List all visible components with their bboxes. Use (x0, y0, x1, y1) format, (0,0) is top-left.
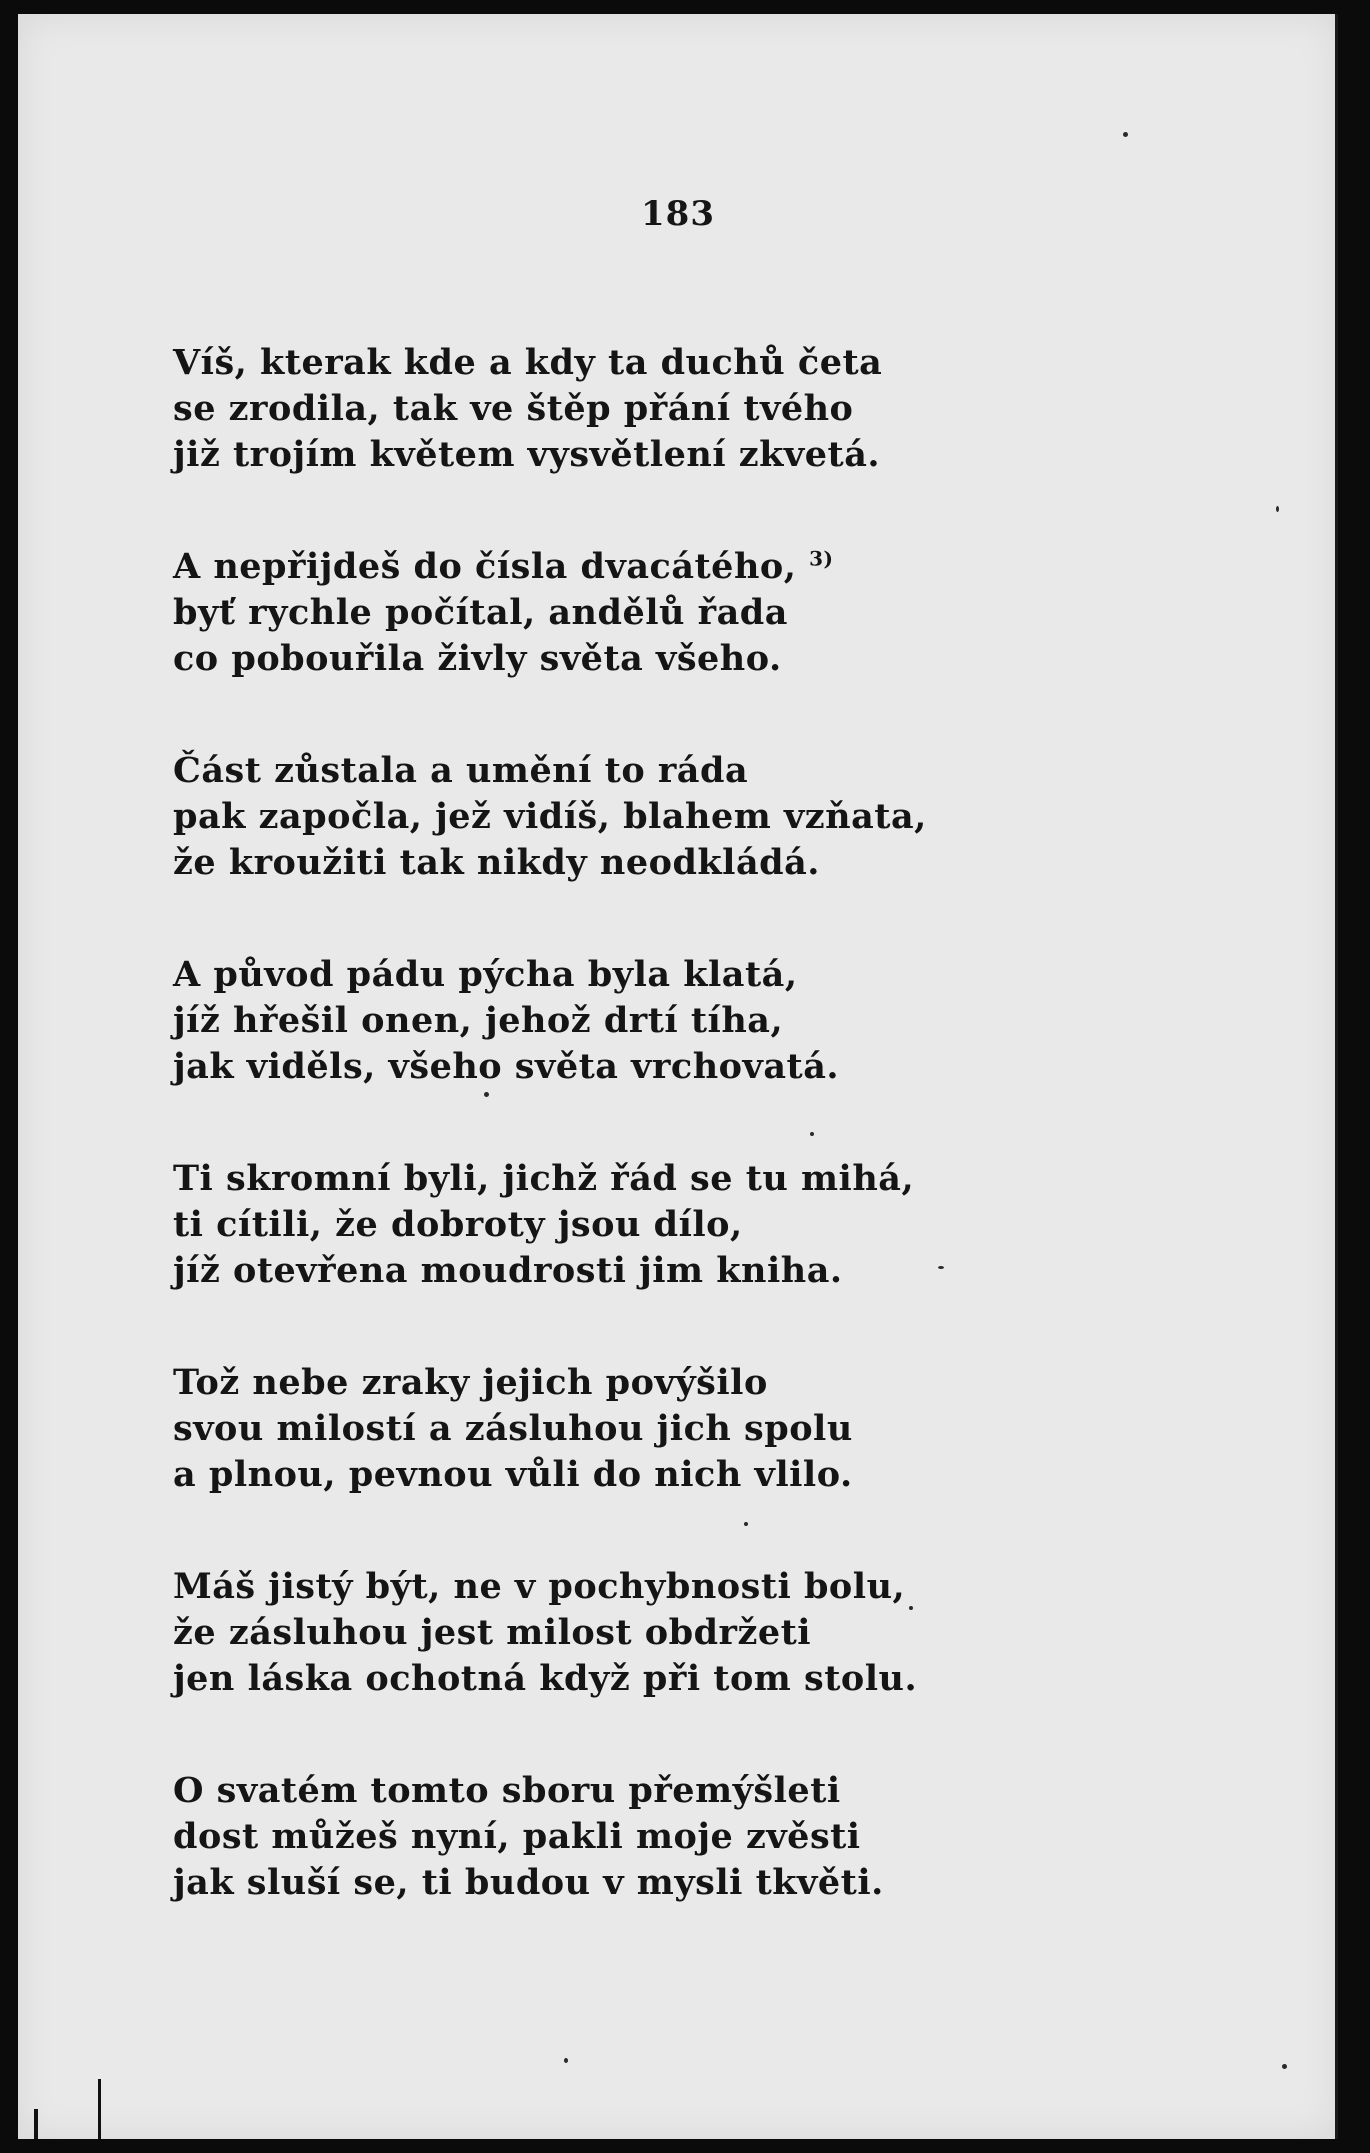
verse-line: jíž otevřena moudrosti jim kniha. (173, 1250, 843, 1291)
verse-line: svou milostí a zásluhou jich spolu (173, 1408, 853, 1449)
page-number: 183 (641, 194, 715, 234)
stanza-7 (173, 1564, 1253, 1768)
stanza-3 (173, 748, 1253, 952)
scan-bottom-marks (18, 2019, 1338, 2139)
verse-line: co pobouřila živly světa všeho. (173, 638, 782, 679)
stanza-8 (173, 1768, 1253, 1972)
stanza-6 (173, 1360, 1253, 1564)
scan-tick (98, 2079, 101, 2139)
book-page (18, 14, 1338, 2139)
scan-speck (810, 1132, 814, 1136)
verse-line-text: A nepřijdeš do čísla dvacátého, (173, 546, 797, 587)
verse-line: Víš, kterak kde a kdy ta duchů četa (173, 342, 883, 383)
verse-line: ti cítili, že dobroty jsou dílo, (173, 1204, 743, 1245)
verse-line: A původ pádu pýcha byla klatá, (173, 954, 798, 995)
verse-line: Máš jistý být, ne v pochybnosti bolu, (173, 1566, 906, 1607)
verse-line: jak viděls, všeho světa vrchovatá. (173, 1046, 840, 1087)
stanza-2 (173, 544, 1253, 748)
scan-speck (484, 1092, 489, 1097)
verse-line: dost můžeš nyní, pakli moje zvěsti (173, 1816, 861, 1857)
verse-line: byť rychle počítal, andělů řada (173, 592, 788, 633)
verse-line: že kroužiti tak nikdy neodkládá. (173, 842, 820, 883)
scan-speck (1276, 506, 1279, 512)
stanza-5 (173, 1156, 1253, 1360)
verse-line: že zásluhou jest milost obdržeti (173, 1612, 812, 1653)
footnote-marker: 3) (809, 546, 834, 571)
scan-speck (744, 1522, 748, 1526)
verse-line: již trojím květem vysvětlení zkvetá. (173, 434, 881, 475)
verse-line: Tož nebe zraky jejich povýšilo (173, 1362, 768, 1403)
verse-line: O svatém tomto sboru přemýšleti (173, 1770, 841, 1811)
poem-body (173, 340, 1253, 1972)
verse-line: Ti skromní byli, jichž řád se tu mihá, (173, 1158, 915, 1199)
verse-line (173, 544, 1253, 590)
scan-tick (34, 2109, 38, 2139)
page-edge-shadow (1335, 14, 1338, 2139)
stanza-4 (173, 952, 1253, 1156)
scan-speck (938, 1266, 944, 1269)
scan-speck (909, 1606, 913, 1610)
stanza-1 (173, 340, 1253, 544)
verse-line: a plnou, pevnou vůli do nich vlilo. (173, 1454, 853, 1495)
verse-line: jen láska ochotná když při tom stolu. (173, 1658, 918, 1699)
verse-line: jak sluší se, ti budou v mysli tkvěti. (173, 1862, 884, 1903)
verse-line: Část zůstala a umění to ráda (173, 750, 749, 791)
verse-line: jíž hřešil onen, jehož drtí tíha, (173, 1000, 784, 1041)
verse-line: se zrodila, tak ve štěp přání tvého (173, 388, 854, 429)
verse-line: pak započla, jež vidíš, blahem vzňata, (173, 796, 927, 837)
scan-speck (1123, 132, 1128, 137)
